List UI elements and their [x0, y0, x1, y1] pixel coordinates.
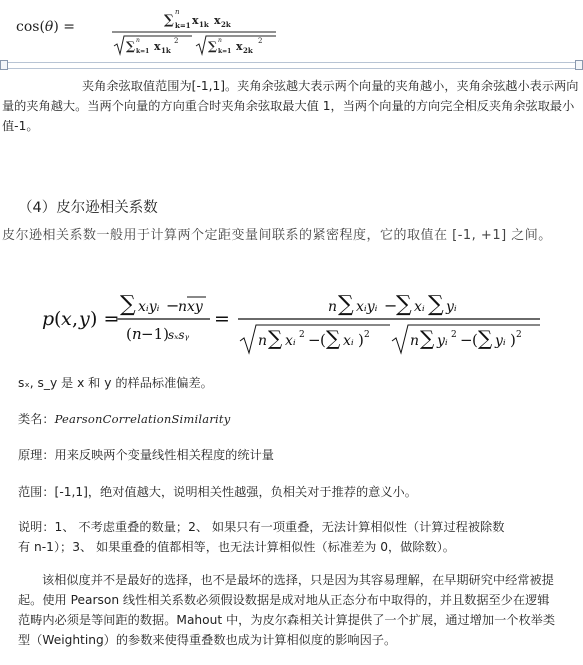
svg-text:n: n — [178, 299, 188, 315]
svg-text:n: n — [136, 37, 140, 44]
svg-text:y: y — [79, 308, 90, 330]
svg-text:x: x — [61, 308, 72, 330]
svg-text:): ) — [358, 331, 364, 349]
svg-text:k=1: k=1 — [218, 48, 232, 55]
svg-text:∑: ∑ — [120, 292, 136, 317]
svg-text:n: n — [410, 333, 420, 349]
svg-text:∑: ∑ — [338, 292, 354, 317]
svg-text:∑: ∑ — [126, 39, 136, 53]
svg-text:−: − — [460, 331, 473, 349]
svg-text:yᵢ: yᵢ — [495, 333, 506, 349]
page-separator-top — [0, 62, 583, 63]
svg-text:2: 2 — [299, 330, 305, 340]
svg-text:(: ( — [54, 308, 62, 330]
sample-std-note: sₓ, s_y 是 x 和 y 的样品标准偏差。 — [18, 376, 213, 390]
principle-line: 原理：用来反映两个变量线性相关程度的统计量 — [18, 448, 274, 462]
section-heading: （4）皮尔逊相关系数 — [18, 200, 158, 216]
svg-text:k=1: k=1 — [175, 21, 191, 30]
svg-text:∑: ∑ — [164, 13, 174, 28]
pearson-formula — [28, 283, 548, 359]
svg-text:p: p — [42, 308, 55, 330]
svg-text:k=1: k=1 — [136, 48, 150, 55]
explanation-line-2: 有 n-1）；3、 如果重叠的值都相等，也无法计算相似性（标准差为 0，做除数）。 — [18, 540, 455, 554]
svg-text:n: n — [132, 325, 142, 343]
svg-text:n: n — [218, 37, 222, 44]
svg-text:) =: ) = — [90, 308, 120, 330]
svg-text:2: 2 — [364, 330, 370, 340]
svg-text:=: = — [214, 308, 230, 330]
class-label: 类名： — [18, 412, 55, 426]
svg-text:2: 2 — [258, 37, 263, 45]
svg-text:2: 2 — [451, 330, 457, 340]
svg-text:−: − — [384, 296, 398, 315]
svg-text:x: x — [154, 40, 161, 53]
svg-text:∑: ∑ — [268, 326, 283, 350]
svg-text:(: ( — [126, 325, 132, 343]
class-name: PearsonCorrelationSimilarity — [54, 412, 231, 426]
right-edge-marker — [575, 60, 583, 70]
svg-text:xᵢ: xᵢ — [343, 333, 354, 349]
svg-text:−: − — [308, 331, 321, 349]
svg-text:−: − — [166, 296, 180, 315]
svg-text:x: x — [214, 14, 221, 27]
svg-text:∑: ∑ — [478, 326, 493, 350]
range-line: 范围：[-1,1]，绝对值越大，说明相关性越强，负相关对于推荐的意义小。 — [18, 485, 417, 499]
svg-text:n: n — [258, 333, 268, 349]
svg-text:xᵢyᵢ: xᵢyᵢ — [138, 299, 160, 315]
svg-text:2k: 2k — [243, 46, 253, 55]
svg-text:∑: ∑ — [396, 292, 412, 317]
svg-text:x: x — [236, 40, 243, 53]
class-name-line — [18, 410, 230, 427]
left-edge-marker — [0, 60, 8, 70]
svg-text:2: 2 — [516, 330, 522, 340]
svg-text:(: ( — [472, 331, 478, 349]
svg-text:∑: ∑ — [420, 326, 435, 350]
svg-text:2k: 2k — [221, 20, 231, 29]
svg-text:1k: 1k — [161, 46, 171, 55]
svg-text:∑: ∑ — [326, 326, 341, 350]
svg-text:): ) — [510, 331, 516, 349]
svg-text:∑: ∑ — [208, 39, 218, 53]
svg-text:(: ( — [320, 331, 326, 349]
svg-text:x: x — [192, 14, 199, 27]
svg-text:−1): −1) — [141, 325, 169, 343]
svg-text:yᵢ: yᵢ — [446, 299, 457, 315]
svg-text:,: , — [72, 308, 79, 330]
explanation-line-1: 说明：1、 不考虑重叠的数量；2、 如果只有一项重叠，无法计算相似性（计算过程被除数 — [18, 520, 505, 534]
svg-text:cos(θ) =: cos(θ) = — [16, 19, 76, 35]
svg-text:n: n — [328, 299, 338, 315]
pearson-intro-paragraph: 皮尔逊相关系数一般用于计算两个定距变量间联系的紧密程度，它的取值在 [-1, +1] 之间。 — [2, 228, 552, 243]
cosine-range-paragraph: 夹角余弦取值范围为[-1,1]。夹角余弦越大表示两个向量的夹角越小，夹角余弦越小表示两向量的夹角越大。当两个向量的方向重合时夹角余弦取最大值 1，当两个向量的方向完全相反夹角余弦取最小值-1。 — [2, 79, 579, 133]
closing-paragraph: 该相似度并不是最好的选择，也不是最坏的选择，只是因为其容易理解，在早期研究中经常被提起。使用 Pearson 线性相关系数必须假设数据是成对地从正态分布中取得的，并且数据至少在逻辑范畴内必须是等间距的数据。Mahout 中，为皮尔森相关计算提供了一个扩展，通过增加一个枚举类型（Weighting）的参数来使得重叠数也成为计算相似度的影响因子。 — [18, 573, 556, 647]
svg-text:xᵢyᵢ: xᵢyᵢ — [356, 299, 378, 315]
svg-text:xy: xy — [187, 299, 203, 315]
svg-text:sₓsᵧ: sₓsᵧ — [168, 328, 190, 342]
svg-text:1k: 1k — [199, 20, 209, 29]
svg-text:n: n — [175, 8, 180, 16]
svg-text:∑: ∑ — [428, 292, 444, 317]
svg-text:yᵢ: yᵢ — [437, 333, 448, 349]
svg-text:xᵢ: xᵢ — [414, 299, 425, 315]
svg-text:xᵢ: xᵢ — [285, 333, 296, 349]
page-separator-bottom — [0, 68, 583, 69]
svg-text:2: 2 — [174, 37, 179, 45]
cosine-formula — [14, 4, 314, 58]
